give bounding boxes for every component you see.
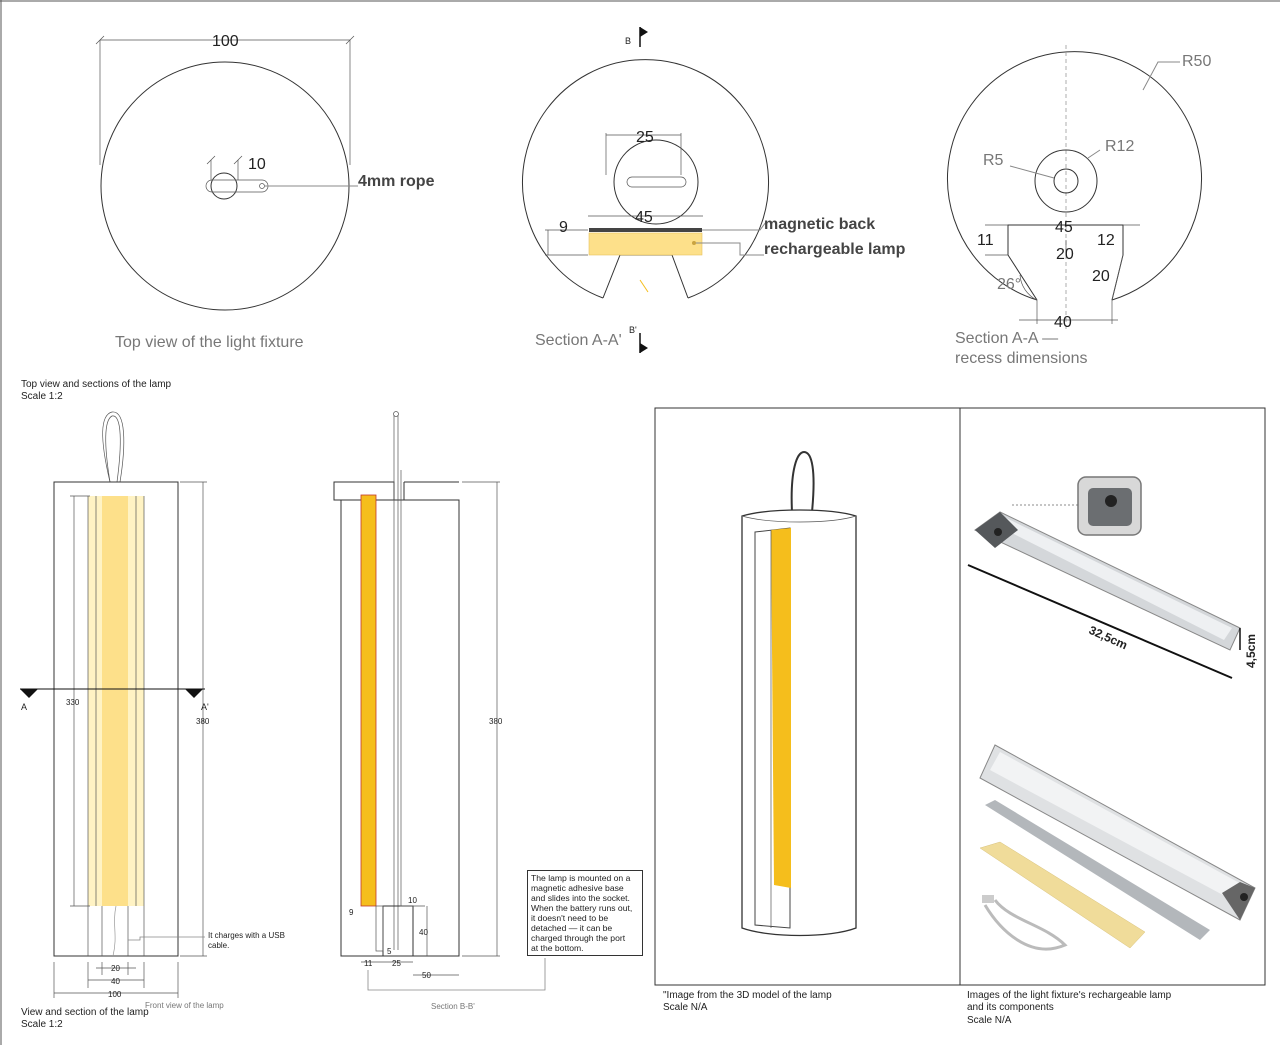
bb-dim-25: 25 xyxy=(392,959,401,968)
top-view-drawing xyxy=(96,33,435,351)
note-line: and slides into the socket. xyxy=(531,893,630,903)
model-lamp-drawing xyxy=(742,452,856,936)
note-line: detached — it can be xyxy=(531,923,613,933)
bb-caption: Section B-B' xyxy=(431,1002,475,1011)
rope-label: 4mm rope xyxy=(358,173,435,190)
bb-dim-11: 11 xyxy=(364,959,373,968)
bb-dim-380: 380 xyxy=(489,717,503,726)
usb-note-2: cable. xyxy=(208,941,230,950)
front-dim-40: 40 xyxy=(111,977,120,986)
photo-dim-height: 4,5cm xyxy=(1244,633,1258,668)
marker-b2: B' xyxy=(629,325,637,335)
recess-dim-20b: 20 xyxy=(1092,268,1110,285)
front-dim-380: 380 xyxy=(196,717,210,726)
recess-drawing xyxy=(948,45,1212,367)
view-scale: Scale 1:2 xyxy=(21,1019,63,1030)
radius-12: R12 xyxy=(1105,138,1135,155)
recess-caption-2: recess dimensions xyxy=(955,350,1088,367)
sheet-title: Top view and sections of the lamp xyxy=(21,379,172,390)
front-view-caption: Front view of the lamp xyxy=(145,1001,224,1010)
marker-a2: A' xyxy=(201,702,209,712)
lamp-photo-drawing xyxy=(968,477,1258,949)
model-caption-1: "Image from the 3D model of the lamp xyxy=(663,990,832,1001)
dim-hole: 10 xyxy=(248,156,266,173)
dim-depth: 9 xyxy=(559,219,568,236)
note-line: magnetic adhesive base xyxy=(531,883,624,893)
label-lamp: rechargeable lamp xyxy=(764,241,906,258)
photo-dim-length: 32,5cm xyxy=(1086,622,1130,653)
dim-slot: 25 xyxy=(636,129,654,146)
label-magnetic: magnetic back xyxy=(764,216,876,233)
mounting-note xyxy=(527,870,643,956)
recess-angle: 26° xyxy=(997,276,1022,293)
radius-50: R50 xyxy=(1182,53,1212,70)
bb-dim-9: 9 xyxy=(349,908,354,917)
bb-dim-40: 40 xyxy=(419,928,428,937)
bb-dim-5: 5 xyxy=(387,947,392,956)
section-bb-drawing xyxy=(334,412,545,1012)
front-dim-330: 330 xyxy=(66,698,80,707)
bb-dim-50: 50 xyxy=(422,971,431,980)
photo-caption-1: Images of the light fixture's rechargeable lamp xyxy=(967,990,1172,1001)
photo-caption-2: and its components xyxy=(967,1002,1054,1013)
section-aa-drawing xyxy=(523,27,906,353)
recess-dim-45: 45 xyxy=(1055,219,1073,236)
dim-diameter: 100 xyxy=(212,33,239,50)
photo-caption-3: Scale N/A xyxy=(967,1015,1012,1026)
top-view-caption: Top view of the light fixture xyxy=(115,334,304,351)
recess-dim-40: 40 xyxy=(1054,314,1072,331)
marker-a: A xyxy=(21,702,28,712)
dim-width: 45 xyxy=(635,209,653,226)
marker-b: B xyxy=(625,36,632,46)
recess-dim-11: 11 xyxy=(977,232,994,249)
note-line: it doesn't need to be xyxy=(531,913,609,923)
bb-dim-10: 10 xyxy=(408,896,417,905)
recess-caption-1: Section A-A — xyxy=(955,330,1059,347)
note-line: at the bottom. xyxy=(531,943,584,953)
usb-note-1: It charges with a USB xyxy=(208,931,285,940)
radius-5: R5 xyxy=(983,152,1004,169)
note-line: When the battery runs out, xyxy=(531,903,633,913)
model-caption-2: Scale N/A xyxy=(663,1002,708,1013)
front-dim-100: 100 xyxy=(108,990,122,999)
note-line: charged through the port xyxy=(531,933,626,943)
sheet-scale: Scale 1:2 xyxy=(21,391,63,402)
note-line: The lamp is mounted on a xyxy=(531,873,631,883)
section-aa-caption: Section A-A' xyxy=(535,332,622,349)
view-caption: View and section of the lamp xyxy=(21,1007,149,1018)
recess-dim-12: 12 xyxy=(1097,232,1115,249)
front-view-drawing xyxy=(20,412,285,1030)
recess-dim-20a: 20 xyxy=(1056,246,1074,263)
front-dim-20: 20 xyxy=(111,964,120,973)
